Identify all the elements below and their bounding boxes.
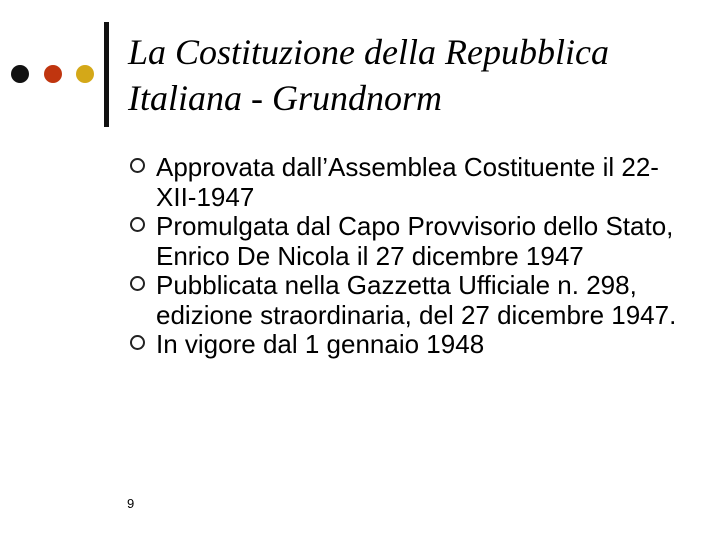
decorative-dots <box>11 65 101 83</box>
bullet-item <box>130 330 690 360</box>
bullet-item <box>130 153 690 212</box>
bullet-text: Pubblicata nella Gazzetta Ufficiale n. 298, edizione straordinaria, del 27 dicembre 1947. <box>156 270 677 330</box>
bullet-text: Approvata dall’Assemblea Costituente il 22-XII-1947 <box>156 152 659 212</box>
title-divider <box>104 22 109 127</box>
bullet-list <box>130 153 690 360</box>
hollow-circle-icon <box>130 217 145 232</box>
bullet-text: In vigore dal 1 gennaio 1948 <box>156 329 485 359</box>
hollow-circle-icon <box>130 158 145 173</box>
black-dot-icon <box>11 65 29 83</box>
bullet-text: Promulgata dal Capo Provvisorio dello Stato, Enrico De Nicola il 27 dicembre 1947 <box>156 211 674 271</box>
bullet-item <box>130 271 690 330</box>
yellow-dot-icon <box>76 65 94 83</box>
title-line-1: La Costituzione della Repubblica <box>128 32 609 72</box>
hollow-circle-icon <box>130 276 145 291</box>
hollow-circle-icon <box>130 335 145 350</box>
page-number: 9 <box>127 496 135 511</box>
bullet-item <box>130 212 690 271</box>
slide-title <box>128 29 609 121</box>
red-dot-icon <box>44 65 62 83</box>
title-line-2: Italiana - Grundnorm <box>128 78 442 118</box>
